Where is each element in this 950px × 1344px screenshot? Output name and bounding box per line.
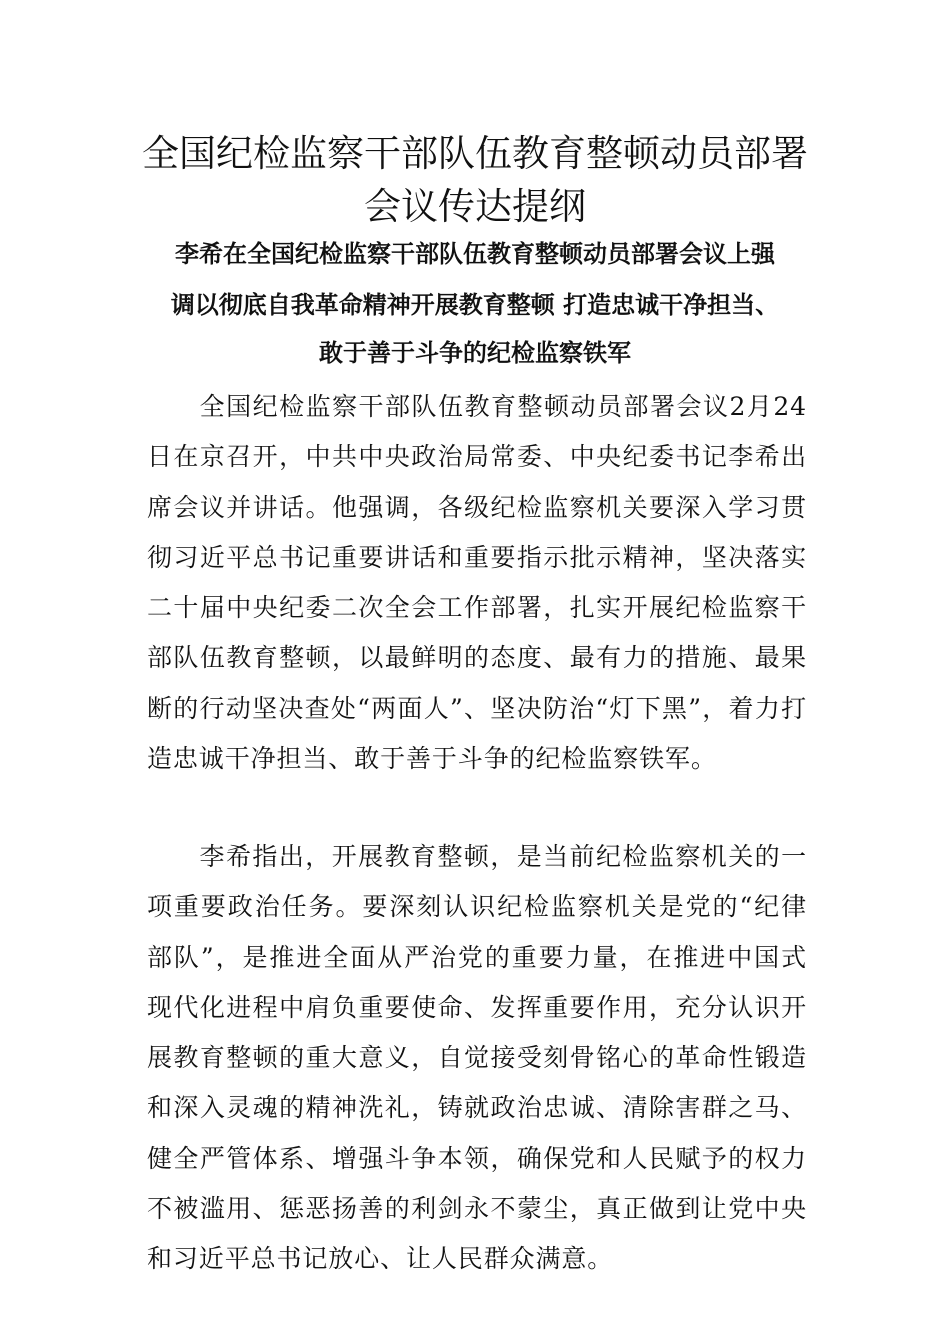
paragraph-2-text: 李希指出，开展教育整顿，是当前纪检监察机关的一项重要政治任务。要深刻认识纪检监察机关是党的“纪律部队”，是推进全面从严治党的重要力量，在推进中国式现代化进程中肩负重要使命、发挥重要作用，充分认识开展教育整顿的重大意义，自觉接受刻骨铭心的革命性锻造和深入灵魂的精神洗礼，铸就政治忠诚、清除害群之马、健全严管体系、增强斗争本领，确保党和人民赋予的权力不被滥用、惩恶扬善的利剑永不蒙尘，真正做到让党中央和习近平总书记放心、让人民群众满意。 [147, 842, 807, 1274]
body-paragraph-2 [147, 832, 807, 1285]
paragraph-1-text: 全国纪检监察干部队伍教育整顿动员部署会议2月24日在京召开，中共中央政治局常委、中央纪委书记李希出席会议并讲话。他强调，各级纪检监察机关要深入学习贯彻习近平总书记重要讲话和重要指示批示精神，坚决落实二十届中央纪委二次全会工作部署，扎实开展纪检监察干部队伍教育整顿，以最鲜明的态度、最有力的措施、最果断的行动坚决查处“两面人”、坚决防治“灯下黑”，着力打造忠诚干净担当、敢于善于斗争的纪检监察铁军。 [147, 392, 807, 774]
subtitle-line-1: 李希在全国纪检监察干部队伍教育整顿动员部署会议上强 [175, 240, 775, 268]
document-title-line-1: 全国纪检监察干部队伍教育整顿动员部署 [142, 132, 808, 175]
subtitle-line-3: 敢于善于斗争的纪检监察铁军 [319, 339, 631, 367]
body-paragraph-1 [147, 382, 807, 784]
document-title-line-2: 会议传达提纲 [364, 185, 586, 228]
subtitle-line-2: 调以彻底自我革命精神开展教育整顿 打造忠诚干净担当、 [170, 291, 780, 319]
